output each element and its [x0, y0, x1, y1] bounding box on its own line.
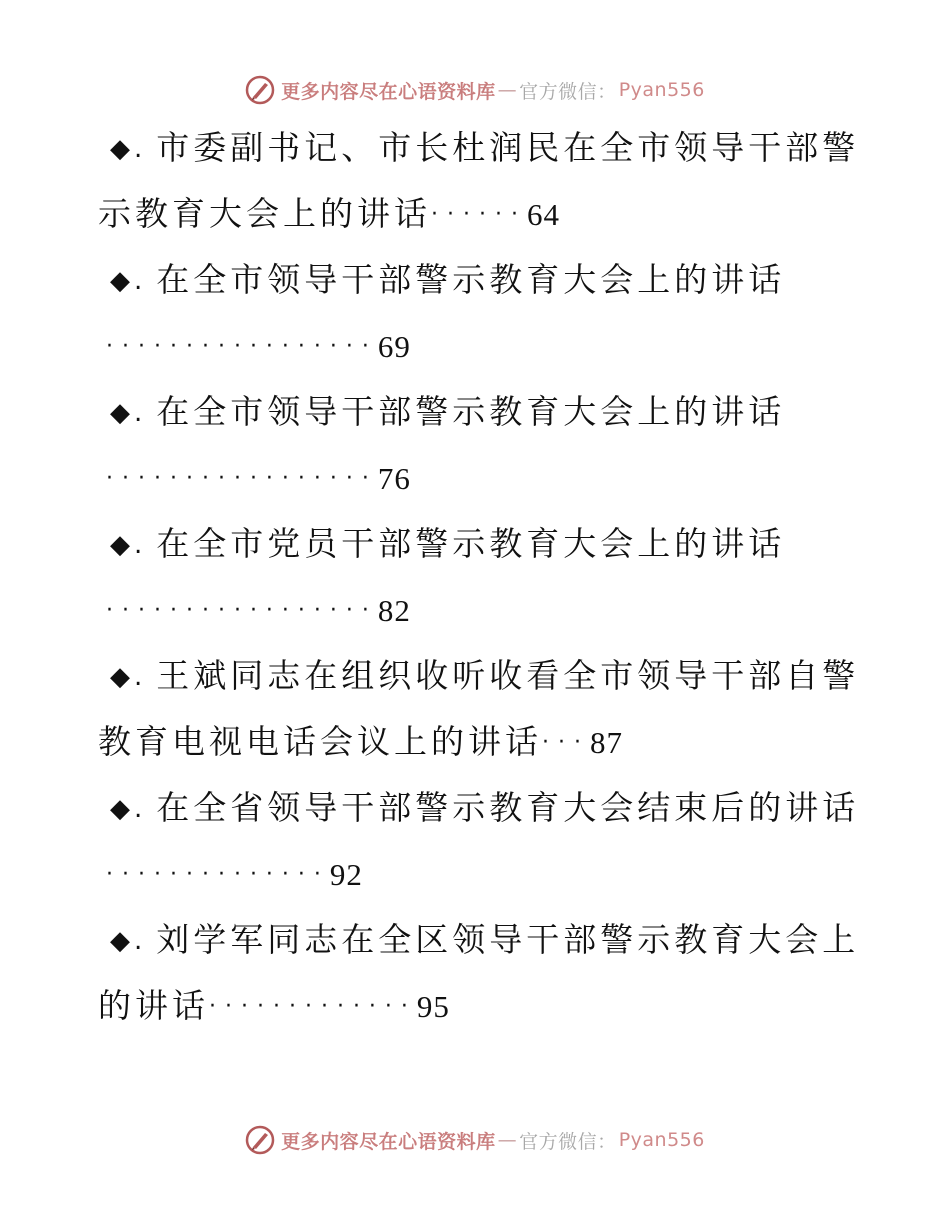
- watermark-wechat-id: Pyan556: [618, 79, 705, 101]
- toc-entry-title-continued: 的讲话: [98, 986, 209, 1025]
- quill-logo-icon: [245, 1125, 275, 1155]
- toc-entry-title-continued: 教育电视电话会议上的讲话: [98, 722, 542, 761]
- bullet-diamond-icon: ◆.: [110, 794, 147, 824]
- toc-entry[interactable]: [98, 910, 860, 1036]
- quill-logo-icon: [245, 75, 275, 105]
- watermark-main-text: 更多内容尽在心语资料库: [281, 1130, 496, 1153]
- toc-entry[interactable]: [98, 778, 860, 904]
- toc-leader-dots: ······: [431, 202, 527, 227]
- toc-page-number: 92: [329, 857, 363, 892]
- bullet-diamond-icon: ◆.: [110, 662, 147, 692]
- watermark-wechat-id: Pyan556: [618, 1129, 705, 1151]
- watermark-wechat-label: 官方微信：: [519, 80, 617, 103]
- toc-leader-dots: ··············: [106, 862, 330, 887]
- toc-entry-title: 王斌同志在组织收听收看全市领导干部自警: [156, 656, 860, 695]
- toc-page-number: 64: [526, 197, 560, 232]
- watermark-separator: —: [497, 1129, 518, 1151]
- bullet-diamond-icon: ◆.: [110, 134, 147, 164]
- bullet-diamond-icon: ◆.: [110, 926, 147, 956]
- toc-page-number: 87: [589, 725, 623, 760]
- watermark-footer: [0, 1120, 950, 1160]
- toc-page-number: 69: [377, 329, 411, 364]
- toc-entry[interactable]: [98, 514, 838, 640]
- toc-entry-title: 在全市党员干部警示教育大会上的讲话: [156, 524, 786, 563]
- toc-entry-title: 刘学军同志在全区领导干部警示教育大会上: [156, 920, 860, 959]
- toc-entry-title: 市委副书记、市长杜润民在全市领导干部警: [156, 128, 860, 167]
- toc-entry-title: 在全省领导干部警示教育大会结束后的讲话: [156, 788, 860, 827]
- toc-entry-title-continued: 示教育大会上的讲话: [98, 194, 431, 233]
- toc-entry[interactable]: [98, 646, 860, 772]
- bullet-diamond-icon: ◆.: [110, 266, 147, 296]
- toc-page-number: 95: [416, 989, 450, 1024]
- toc-entry[interactable]: [98, 250, 838, 376]
- toc-entry-title: 在全市领导干部警示教育大会上的讲话: [156, 392, 786, 431]
- toc-entry[interactable]: [98, 382, 838, 508]
- watermark-separator: —: [497, 79, 518, 101]
- toc-leader-dots: ·············: [209, 994, 417, 1019]
- toc-leader-dots: ·················: [106, 334, 378, 359]
- toc-page-number: 76: [377, 461, 411, 496]
- toc-page-number: 82: [377, 593, 411, 628]
- toc-leader-dots: ·················: [106, 598, 378, 623]
- watermark-header: [0, 70, 950, 110]
- watermark-wechat-label: 官方微信：: [519, 1130, 617, 1153]
- toc-leader-dots: ···: [542, 730, 590, 755]
- watermark-main-text: 更多内容尽在心语资料库: [281, 80, 496, 103]
- toc-leader-dots: ·················: [106, 466, 378, 491]
- toc-entry[interactable]: [98, 118, 860, 244]
- bullet-diamond-icon: ◆.: [110, 530, 147, 560]
- bullet-diamond-icon: ◆.: [110, 398, 147, 428]
- toc-entry-title: 在全市领导干部警示教育大会上的讲话: [156, 260, 786, 299]
